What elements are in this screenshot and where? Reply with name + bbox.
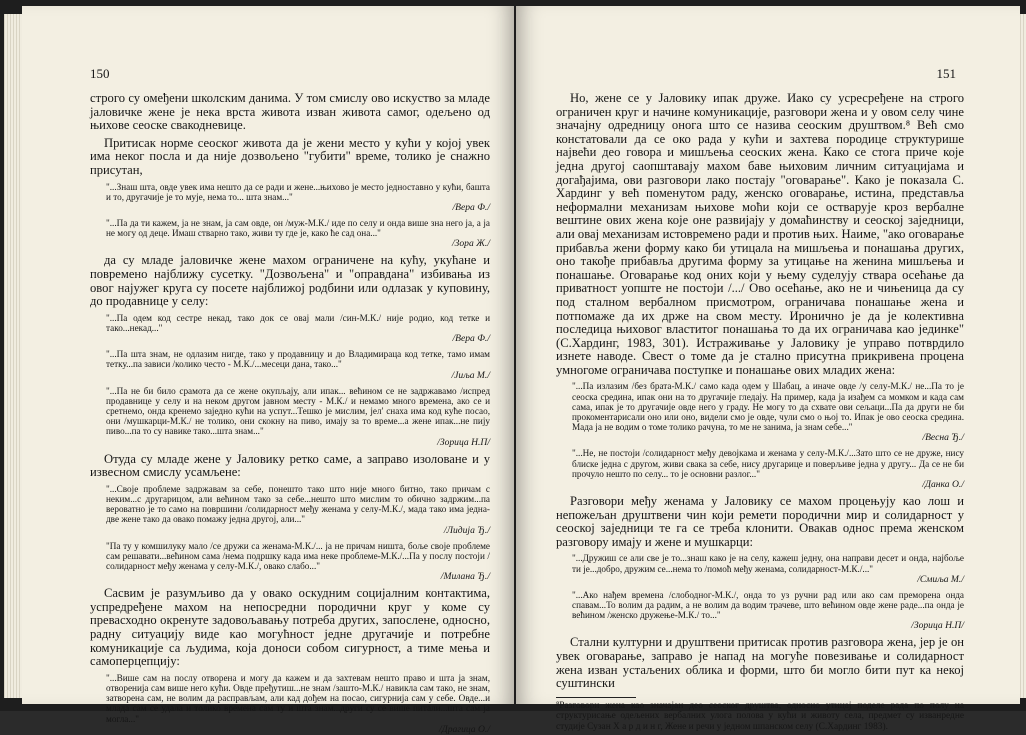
quote-attribution: /Зора Ж./ (451, 238, 490, 250)
paragraph: Сасвим је разумљиво да у овако оскудним социјалним контактима, успредређене махом на непосредни породични круг у коме су превасходно окренуте задовољавању потреба других, запослене, односно, радну ситуацију виде као могућност једне другачије и потребне комуникације са људима, која доноси собом сигурност, а тиме мења и самоперцепцију: (90, 586, 490, 669)
quote-attribution: /Вера Ф./ (452, 333, 490, 345)
interview-quote: "...Знаш шта, овде увек има нешто да се ради и жене...њихово је место једноставно у кући, башта и то, другачије је то мује, нема то... шта знам..." (106, 181, 490, 202)
interview-quote: "...Своје проблеме задржавам за себе, понешто тако што није много битно, тако причам с неким...с другарицом, али већином тако за себе...нешто што мислим то обично задржим...па вероватно је то само на површини /солидарност међу женама у селу-М.К./, мада тако има једна-две жене тако да овако помажу једна другој, али..." (106, 483, 490, 525)
left-page-text (90, 92, 490, 735)
page-edges-right (1020, 14, 1026, 698)
paragraph: Стални културни и друштвени притисак против разговора жена, јер је он увек оговарање, заправо је напад на могуће повезивање и солидарност жена изван устаљених облика и форми, што би могло бити пут ка некој суштински (556, 635, 964, 691)
interview-quote: "...Па не би било срамота да се жене окупљају, али ипак... већином се не задржавамо /испред продавнице у селу и на неком другом јавном месту - М.К./ и немамо много времена, ако се и сретнемо, онда кренемо заједно кући на успут...Тешко је мислим, јел' снаха има код куће посао, они /мушкарци-М.К./ не толико, они скокну на пиво, имају за то време...а жене ипак...не пију пиво...па то су навике тако...шта знам..." (106, 385, 490, 437)
quote-attribution: /Драгица О./ (438, 723, 490, 735)
page-edges-left (4, 14, 22, 698)
interview-quote: "...Па излазим /без брата-М.К./ само када одем у Шабац, а иначе овде /у селу-М.К./ не...Па то је сеоска средина, ипак они на то другачије гледају. На пример, када ја изађем са момком и када сам сама, ипак је то другачије овде него у граду. Не могу то да схвате ови сељаци...Па да други не би прокоментарисали оно или оно, видели смо је овде, чули смо о њој то. Ипак је ово сеоска средина. Мада ја не водим о томе толико рачуна, то ме не занима, ја знам себе..." (572, 381, 964, 433)
interview-quote: "...Па одем код сестре некад, тако док се овај мали /син-М.К./ није родио, код тетке и тако...некад..." (106, 312, 490, 333)
page-number-left: 150 (90, 66, 110, 81)
interview-quote: "...Дружиш се али све је то...знаш како је на селу, кажеш једну, она направи десет и онда, најбоље ти је...добро, дружим се...нема то /помоћ међу женама, солидарност-М.К./..." (572, 553, 964, 574)
quote-attribution: /Јиља М./ (451, 369, 490, 381)
quote-attribution: /Смиља М./ (917, 573, 964, 585)
interview-quote: "...Ако нађем времена /слободног-М.К./, онда то уз ручни рад или ако сам преморена онда спавам...То волим да радим, а не волим да водим трачеве, што већином овде жене раде...па онда је већином /женско дружење-М.К./ то..." (572, 589, 964, 621)
footnote-rule (556, 697, 636, 698)
page-number-right: 151 (936, 66, 956, 81)
interview-quote: "...Па шта знам, не одлазим нигде, тако у продавницу и до Владимираца код тетке, тамо имам тетку...па зависи /колико често - М.К./...месеци дана, тако..." (106, 349, 490, 370)
paragraph: Но, жене се у Јаловику ипак друже. Иако су усресређене на строго ограничен круг и начине комуникације, разговори жена и у овом селу чине значајну одредницу онога што се назива сеоским друштвом.⁸ Већ смо констатовали да се око рада у кући и захтева породице структурише највећи део говора и мишљења сеоских жена. Како се стога приче које једна другој саопштавају махом баве њиховим личним ситуацијама и догађајима, ови разговори лако постају "оговарање". Како је показала С. Хардинг у већ поменутом раду, женско оговарање, истина, представља неформални механизам њихове моћи који се остварује кроз вербалне вештине ових жена које оне развијају у домаћинству и сеоској заједници, али овај механизам истовремено ради и против њих. Наиме, "ако оговарање прибавља жени форму како би утицала на мишљења и понашања других, оно такође прибавља другима форму за утицање на женина мишљења и понашање. Оговарање код оних који у њему суделују ствара осећање да приватност уопште не постоји /.../ Ово осећање, ако не и чињеница да су под сталном вербалном присмотром, ограничава понашање жена и потпомаже да их држе на свом месту. Иронично је да је колективна последица њиховог властитог понашања то да их ограничава као јединке" (С.Хардинг, 1983, 301). Истраживање у Јаловику је управо потврдило изнете наводе. Свест о томе да је стално присутна прикривена процена умногоме ограничава поступке и понашање ових младих жена: (556, 91, 964, 377)
interview-quote: "Па ту у комшилуку мало /се дружи са женама-М.К./... ја не причам ништа, боље своје проблеме сам решавати...већином сама /нема подршку када има неке проблеме-М.К./...Па у послу постоји /солидарност међу женама у селу-М.К./, овако слабо..." (106, 540, 490, 571)
right-page-text (556, 92, 964, 691)
right-page (516, 6, 1020, 733)
paragraph: Отуда су младе жене у Јаловику ретко саме, а заправо изоловане и у извесном смислу усамљене: (90, 451, 490, 480)
interview-quote: "...Па да ти кажем, ја не знам, ја сам овде, он /муж-М.К./ иде по селу и онда више зна него ја, а ја не могу од деце. Имаш стварно тако, живи ту где је, како ће сад она..." (106, 217, 490, 239)
quote-attribution: /Лидија Ђ./ (443, 524, 490, 536)
paragraph: да су младе јаловичке жене махом ограничене на кућу, укућане и повремено најближу сусетку. "Дозвољена" и "оправдана" избивања из овог најужег круга су посете најближој родбини или одлазак у куповину, до продавнице у селу: (90, 253, 490, 309)
quote-attribution: /Зорица Н.П/ (911, 620, 964, 632)
quote-attribution: /Вера Ф./ (452, 201, 490, 213)
paragraph: Разговори међу женама у Јаловику се махом процењују као лош и непожељан друштвени чин који ремети породични мир и солидарност у сеоској заједници те га се треба клонити. Овакав однос према женском разговору имају и жене и мушкарци: (556, 494, 964, 549)
footnote: ⁸Разговори жена као значајан део сеоског друштва, односно утицај поделе рада по полу на структурисање одељених вербалних улога полова у кући и животу села, предмет су изванредне студије Сузан Х а р д и н г, Жене и речи у једном шпанском селу (С.Хардинг 1983). (556, 700, 964, 733)
paragraph: строго су омеђени школским данима. У том смислу ово искуство за младе јаловичке жене је нека врста живота изван живота самог, одељено од њихове сеоске свакодневице. (90, 91, 490, 133)
paragraph: Притисак норме сеоског живота да је жени место у кући у којој увек има неког посла и да није дозвољено "губити" време, толико је снажно присутан, (90, 135, 490, 177)
quote-attribution: /Данка О./ (922, 479, 964, 491)
quote-attribution: /Милана Ђ./ (440, 571, 490, 583)
interview-quote: "...Више сам на послу отворена и могу да кажем и да захтевам нешто право и шта ја знам, отворенија сам више него кући. Овде пређутиш...не знам /зашто-М.К./ навикла сам тако, не знам, затворена сам, не волим да расправљам, али кад дођем на посао, сигурнија сам у себе. Овде...и млада сам се удала и толико времена сам ту и шта знам...други су се више питали...шта сам ја могла..." (106, 672, 490, 724)
left-page (22, 6, 514, 735)
quote-attribution: /Зорица Н.П/ (437, 436, 490, 448)
interview-quote: "...Не, не постоји /солидарност међу девојкама и женама у селу-М.К./...Зато што се не друже, нису блиске једна с другом, живи свака за себе, нису другарице и поверљиве једна у другу... Да се не би прочуло нешто по селу... то је основни разлог..." (572, 448, 964, 479)
quote-attribution: /Весна Ђ./ (922, 432, 964, 444)
